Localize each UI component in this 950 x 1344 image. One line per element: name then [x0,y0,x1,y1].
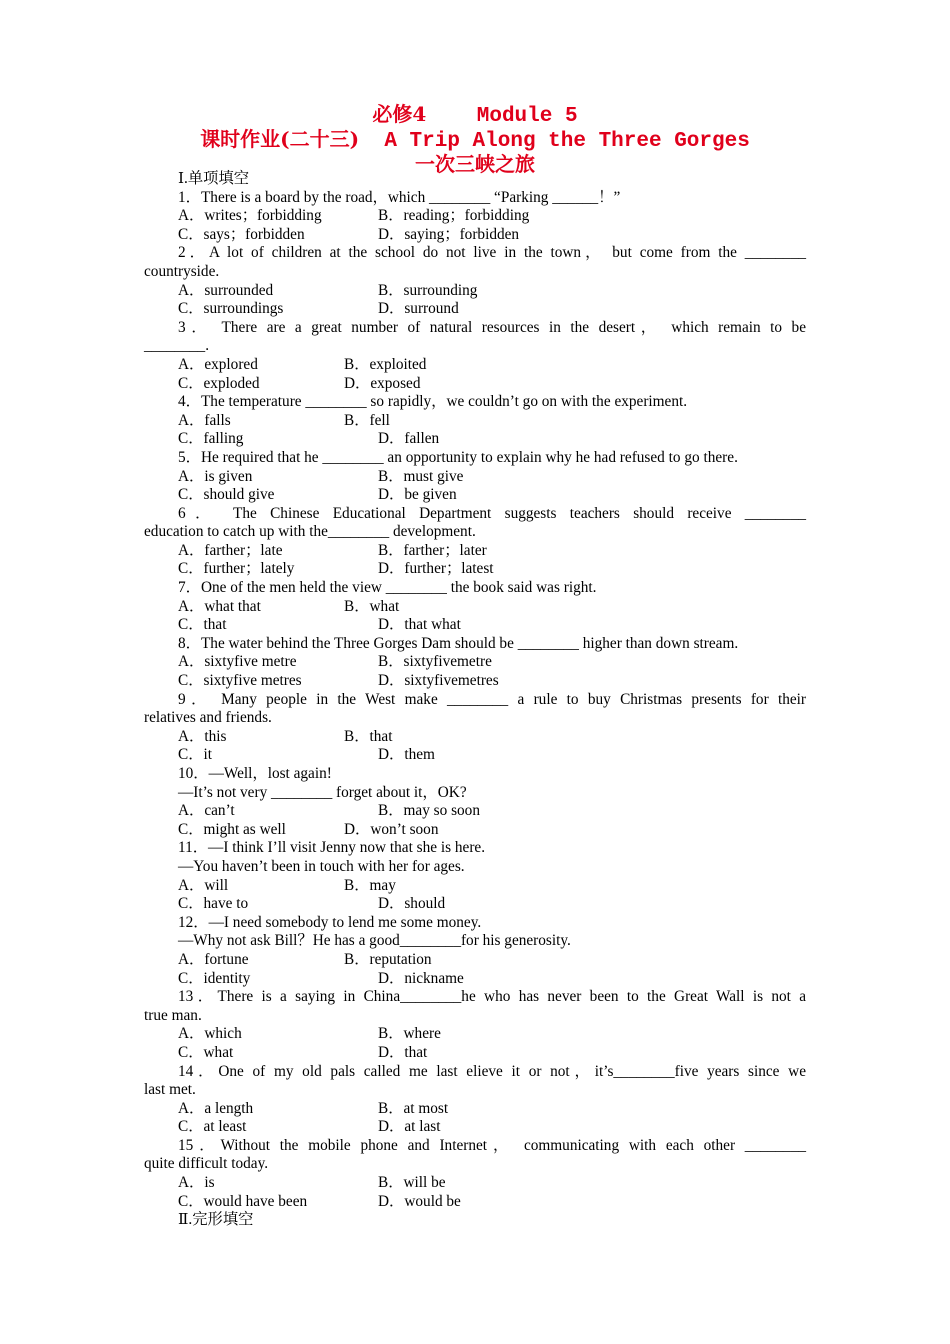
question-list [144,189,806,1212]
answer-option[interactable]: D．won’t soon [344,820,439,838]
question-stem: 6． The Chinese Educational Department suggests teachers should receive ________ [178,504,806,522]
question-stem: 7．One of the men held the view ________ the book said was right. [178,579,597,597]
answer-option[interactable]: C．what [178,1043,234,1061]
answer-option[interactable]: C．that [178,616,227,634]
options-row [144,300,806,319]
answer-option[interactable]: D．should [378,895,446,913]
answer-option[interactable]: D．saying；forbidden [378,225,520,243]
question-stem-continued: —Why not ask Bill？He has a good________for his generosity. [178,932,571,950]
answer-option[interactable]: C．have to [178,895,249,913]
answer-option[interactable]: B．where [378,1025,441,1043]
answer-option[interactable]: B．exploited [344,355,427,373]
answer-option[interactable]: B．sixtyfivemetre [378,653,492,671]
title-subtitle: 一次三峡之旅 [415,152,535,176]
question-stem: 5．He required that he ________ an opportunity to explain why he had refused to go there. [178,448,738,466]
options-row [144,653,806,672]
answer-option[interactable]: A．writes；forbidding [178,207,322,225]
question-item [144,839,806,913]
options-row [144,951,806,970]
answer-option[interactable]: C．surroundings [178,300,284,318]
options-row [144,1174,806,1193]
title-homework: 课时作业(二十三) [200,127,360,151]
question-item [144,635,806,691]
question-stem: 13．There is a saying in China________he who has never been to the Great Wall is not a [178,988,806,1006]
answer-option[interactable]: A．falls [178,411,231,429]
answer-option[interactable]: B．may [344,876,396,894]
question-item [144,1137,806,1211]
answer-option[interactable]: A．a length [178,1099,254,1117]
answer-option[interactable]: C．would have been [178,1192,308,1210]
question-stem: 9． Many people in the West make ________ a rule to buy Christmas presents for their [178,690,806,708]
answer-option[interactable]: B．reputation [344,950,432,968]
options-row [144,560,806,579]
question-stem-continued: true man. [144,1006,202,1024]
options-row [144,877,806,896]
answer-option[interactable]: C．should give [178,486,275,504]
answer-option[interactable]: C．it [178,746,212,764]
options-row [144,672,806,691]
answer-option[interactable]: A．sixtyfive metre [178,653,297,671]
question-stem-continued: quite difficult today. [144,1155,269,1173]
title-line-2 [144,128,806,153]
options-row [144,430,806,449]
options-row [144,226,806,245]
options-row [144,821,806,840]
answer-option[interactable]: D．that [378,1043,428,1061]
answer-option[interactable]: A．which [178,1025,242,1043]
answer-option[interactable]: D．further；latest [378,560,494,578]
question-item [144,914,806,988]
options-row [144,616,806,635]
answer-option[interactable]: C．might as well [178,820,286,838]
options-row [144,598,806,617]
answer-option[interactable]: A．explored [178,355,258,373]
options-row [144,1044,806,1063]
answer-option[interactable]: A．this [178,727,227,745]
answer-option[interactable]: D．fallen [378,430,440,448]
question-stem: 10．—Well，lost again! [178,765,332,782]
answer-option[interactable]: B．surrounding [378,281,478,299]
options-row [144,356,806,375]
options-row [144,542,806,561]
options-row [144,207,806,226]
options-row [144,1025,806,1044]
question-item [144,189,806,245]
question-item [144,988,806,1062]
answer-option[interactable]: D．them [378,746,435,764]
options-row [144,486,806,505]
question-stem-continued: ________. [144,337,210,355]
question-stem: 12．—I need somebody to lend me some money. [178,913,482,931]
question-item [144,449,806,505]
answer-option[interactable]: A．is given [178,467,253,485]
options-row [144,468,806,487]
question-stem: 4．The temperature ________ so rapidly，we couldn’t go on with the experiment. [178,393,688,411]
options-row [144,1193,806,1212]
answer-option[interactable]: D．nickname [378,969,464,987]
exercise-content [144,170,806,1230]
answer-option[interactable]: B．will be [378,1174,446,1192]
answer-option[interactable]: A．farther；late [178,541,283,559]
options-row [144,375,806,394]
answer-option[interactable]: A．what that [178,597,261,615]
question-stem-continued: —You haven’t been in touch with her for ages. [178,857,465,875]
answer-option[interactable]: B．farther；later [378,541,487,559]
answer-option[interactable]: C．sixtyfive metres [178,672,302,690]
answer-option[interactable]: B．that [344,727,393,745]
question-stem: 8．The water behind the Three Gorges Dam should be ________ higher than down stream. [178,634,739,652]
question-item [144,244,806,318]
options-row [144,282,806,301]
answer-option[interactable]: B．fell [344,411,390,429]
answer-option[interactable]: C．falling [178,430,244,448]
options-row [144,728,806,747]
answer-option[interactable]: A．is [178,1174,215,1192]
question-stem: 2．A lot of children at the school do not live in the town， but come from the ________ [178,244,806,262]
answer-option[interactable]: A．surrounded [178,281,274,299]
answer-option[interactable]: B．must give [378,467,464,485]
answer-option[interactable]: B．at most [378,1099,449,1117]
question-item [144,505,806,579]
answer-option[interactable]: D．sixtyfivemetres [378,672,499,690]
answer-option[interactable]: B．may so soon [378,802,480,820]
answer-option[interactable]: D．exposed [344,374,421,392]
title-course: 必修4 [372,102,427,126]
question-stem: 14．One of my old pals called me last elieve it or not，it’s________five years since we [178,1062,806,1080]
title-module: Module 5 [476,105,578,128]
options-row [144,1100,806,1119]
answer-option[interactable]: D．that what [378,616,461,634]
section-heading-1: Ⅰ.单项填空 [178,170,250,187]
answer-option[interactable]: D．would be [378,1192,461,1210]
question-stem: 1．There is a board by the road，which ________ “Parking ______！” [178,188,621,206]
question-item [144,691,806,765]
options-row [144,746,806,765]
question-stem: 3． There are a great number of natural resources in the desert， which remain to be [178,318,806,336]
document-title [144,103,806,176]
question-stem-continued: countryside. [144,262,220,280]
question-item [144,765,806,839]
question-item [144,1063,806,1137]
question-stem-continued: last met. [144,1081,196,1099]
question-stem: 11．—I think I’ll visit Jenny now that she is here. [178,839,486,857]
answer-option[interactable]: A．will [178,876,229,894]
answer-option[interactable]: B．reading；forbidding [378,207,530,225]
options-row [144,895,806,914]
question-item [144,579,806,635]
question-stem: 15．Without the mobile phone and Internet， communicating with each other ________ [178,1136,806,1154]
answer-option[interactable]: A．fortune [178,950,249,968]
answer-option[interactable]: C．says；forbidden [178,225,305,243]
question-item [144,393,806,449]
title-line-1 [144,103,806,128]
section-heading-2: Ⅱ.完形填空 [178,1211,254,1229]
answer-option[interactable]: D．surround [378,300,459,318]
answer-option[interactable]: A．can’t [178,802,235,820]
answer-option[interactable]: D．be given [378,486,457,504]
options-row [144,412,806,431]
question-stem-continued: education to catch up with the________ development. [144,523,476,541]
question-item [144,319,806,393]
options-row [144,1118,806,1137]
answer-option[interactable]: C．at least [178,1118,247,1136]
title-lesson: A Trip Along the Three Gorges [384,130,750,153]
answer-option[interactable]: C．further；lately [178,560,295,578]
options-row [144,970,806,989]
answer-option[interactable]: C．identity [178,969,251,987]
question-stem-continued: relatives and friends. [144,709,272,727]
answer-option[interactable]: B．what [344,597,400,615]
answer-option[interactable]: D．at last [378,1118,441,1136]
answer-option[interactable]: C．exploded [178,374,260,392]
question-stem-continued: —It’s not very ________ forget about it，OK? [178,783,467,801]
options-row [144,802,806,821]
